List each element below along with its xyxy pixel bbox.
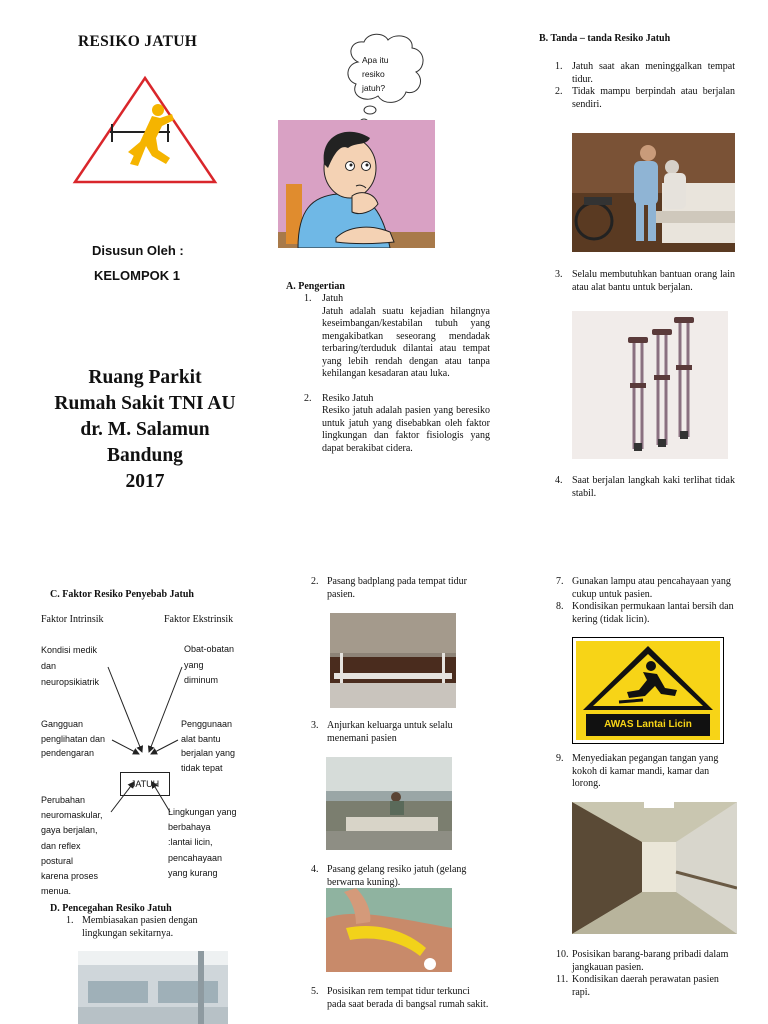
factor-line: berjalan yang — [181, 748, 236, 758]
section-d-item — [556, 949, 736, 974]
factor-line: pendengaran — [41, 748, 95, 758]
factor-line: Lingkungan yang — [168, 807, 237, 817]
list-item-text: Selalu membutuhkan bantuan orang lain atau alat bantu untuk berjalan. — [572, 269, 735, 293]
section-d-item — [556, 576, 736, 601]
factor-line: :lantai licin, — [168, 837, 213, 848]
factor-line: menua. — [41, 886, 72, 897]
wet-floor-sign — [572, 637, 724, 744]
list-number: 3. — [311, 720, 319, 731]
list-item-text: Pasang gelang resiko jatuh (gelang berwarna kuning). — [327, 864, 467, 888]
bubble-line: jatuh? — [362, 83, 386, 93]
factor-line: neuropsikiatrik — [41, 677, 100, 687]
list-number: 1. — [304, 293, 312, 304]
factor-line: yang kurang — [168, 867, 218, 878]
hospital-ward-photo — [78, 951, 228, 1024]
list-number: 11. — [556, 974, 569, 985]
list-number: 2. — [555, 86, 563, 97]
list-item-text: Saat berjalan langkah kaki terlihat tidak stabil. — [572, 475, 735, 499]
bubble-line: resiko — [362, 69, 385, 79]
list-item-text: Anjurkan keluarga untuk selalu menemani pasien — [327, 720, 453, 744]
hallway-handrail-photo — [572, 802, 737, 934]
list-item-text: Posisikan rem tempat tidur terkunci pada saat berada di bangsal rumah sakit. — [327, 986, 489, 1010]
section-d-item — [311, 576, 491, 601]
cover-place-line: Ruang Parkit — [88, 367, 202, 388]
factor-line: diminum — [184, 675, 219, 685]
definition-body: Resiko jatuh adalah pasien yang beresiko untuk jatuh yang disebabkan oleh faktor lingkungan dan faktor fisiologis yang dapat berakibat cidera. — [322, 405, 490, 454]
factor-arrows — [0, 0, 260, 900]
list-item-text: Kondisikan daerah perawatan pasien rapi. — [572, 974, 719, 998]
thought-bubble-text — [362, 53, 388, 95]
cover-place-line: 2017 — [125, 471, 165, 492]
factor-line: yang — [184, 659, 204, 670]
list-number: 9. — [556, 753, 564, 764]
section-d-item — [66, 915, 226, 940]
section-d-heading: D. Pencegahan Resiko Jatuh — [50, 903, 172, 914]
list-number: 7. — [556, 576, 564, 587]
list-number: 2. — [304, 392, 312, 404]
factor-line: penglihatan dan — [41, 733, 106, 744]
wristband-photo — [326, 888, 452, 972]
factor-line: karena proses — [41, 871, 99, 882]
list-number: 3. — [555, 269, 563, 280]
section-b-heading: B. Tanda – tanda Resiko Jatuh — [539, 33, 671, 44]
factor-line: Obat-obatan — [184, 644, 235, 654]
list-item — [555, 269, 735, 294]
list-number: 4. — [311, 864, 319, 875]
nurse-helping-patient-photo — [572, 133, 735, 252]
section-d-item — [556, 753, 736, 791]
section-b-list-2 — [555, 269, 735, 294]
list-number: 5. — [311, 986, 319, 997]
list-number: 10. — [556, 949, 569, 960]
cover-place-line: Bandung — [107, 445, 183, 466]
factor-line: berbahaya — [168, 822, 211, 833]
factor-line: Gangguan — [41, 719, 84, 729]
list-item-text: Tidak mampu berpindah atau berjalan sendiri. — [572, 86, 735, 110]
list-item-text: Pasang badplang pada tempat tidur pasien. — [327, 576, 467, 600]
section-d-item — [311, 720, 491, 745]
sign-caption: AWAS Lantai Licin — [586, 714, 710, 736]
definition-body: Jatuh adalah suatu kejadian hilangnya keseimbangan/kestabilan tubuh yang mengakibatkan seseorang mendadak terbaring/terduduk dilantai atau tempat yang lebih rendah dengan atau tanpa kehilangan kesadaran atau luka. — [322, 305, 490, 379]
bubble-line: Apa itu — [362, 55, 389, 65]
definition-title: Jatuh — [322, 293, 344, 304]
section-d-item — [556, 974, 736, 999]
thinking-man-illustration — [278, 120, 435, 248]
bed-rail-photo — [330, 613, 456, 708]
list-number: 4. — [555, 475, 563, 486]
section-c-heading: C. Faktor Resiko Penyebab Jatuh — [50, 589, 194, 600]
list-item — [555, 86, 735, 111]
section-d-item — [556, 601, 736, 626]
list-item-text: Gunakan lampu atau pencahayaan yang cukup untuk pasien. — [572, 576, 731, 600]
cover-place-line: dr. M. Salamun — [80, 419, 210, 440]
factor-line: Perubahan — [41, 795, 86, 805]
factor-line: Penggunaan — [181, 719, 233, 729]
cover-by-label: Disusun Oleh : — [92, 243, 184, 258]
section-d-item — [311, 864, 491, 889]
list-number: 1. — [66, 915, 74, 926]
cover-title: RESIKO JATUH — [78, 33, 198, 50]
crutches-photo — [572, 311, 728, 459]
factor-line: tidak tepat — [181, 762, 223, 773]
cover-place-line: Rumah Sakit TNI AU — [54, 393, 236, 414]
definition-title: Resiko Jatuh — [322, 392, 374, 404]
section-b-list-3 — [555, 475, 735, 500]
section-d-item — [311, 986, 491, 1011]
list-item-text: Posisikan barang-barang pribadi dalam jangkauan pasien. — [572, 949, 729, 973]
list-item-text: Menyediakan pegangan tangan yang kokoh di kamar mandi, kamar dan lorong. — [572, 753, 719, 789]
section-a-heading: A. Pengertian — [286, 281, 345, 292]
factor-line: postural — [41, 855, 74, 866]
list-item — [555, 61, 735, 86]
list-item-text: Jatuh saat akan meninggalkan tempat tidur. — [572, 61, 735, 85]
list-number: 2. — [311, 576, 319, 587]
factor-line: dan — [41, 661, 57, 671]
list-item-text: Membiasakan pasien dengan lingkungan sekitarnya. — [82, 915, 198, 939]
list-number: 1. — [555, 61, 563, 72]
section-b-list-1 — [555, 61, 735, 111]
extrinsic-label: Faktor Ekstrinsik — [164, 614, 234, 625]
factor-line: Kondisi medik — [41, 645, 98, 655]
factor-line: gaya berjalan, — [41, 825, 98, 836]
center-box: JATUH — [120, 772, 170, 796]
section-a-list — [304, 293, 490, 455]
list-item — [304, 393, 490, 456]
factor-line: neuromaskular, — [41, 810, 103, 821]
cover-group: KELOMPOK 1 — [94, 268, 180, 283]
factor-line: dan reflex — [41, 840, 81, 851]
list-item — [555, 475, 735, 500]
factor-line: pencahayaan — [168, 852, 223, 863]
factor-line: alat bantu — [181, 733, 221, 744]
list-number: 8. — [556, 601, 564, 612]
list-item-text: Kondisikan permukaan lantai bersih dan kering (tidak licin). — [572, 601, 734, 625]
intrinsic-label: Faktor Intrinsik — [41, 614, 104, 625]
list-item — [304, 293, 490, 381]
family-visit-photo — [326, 757, 452, 850]
